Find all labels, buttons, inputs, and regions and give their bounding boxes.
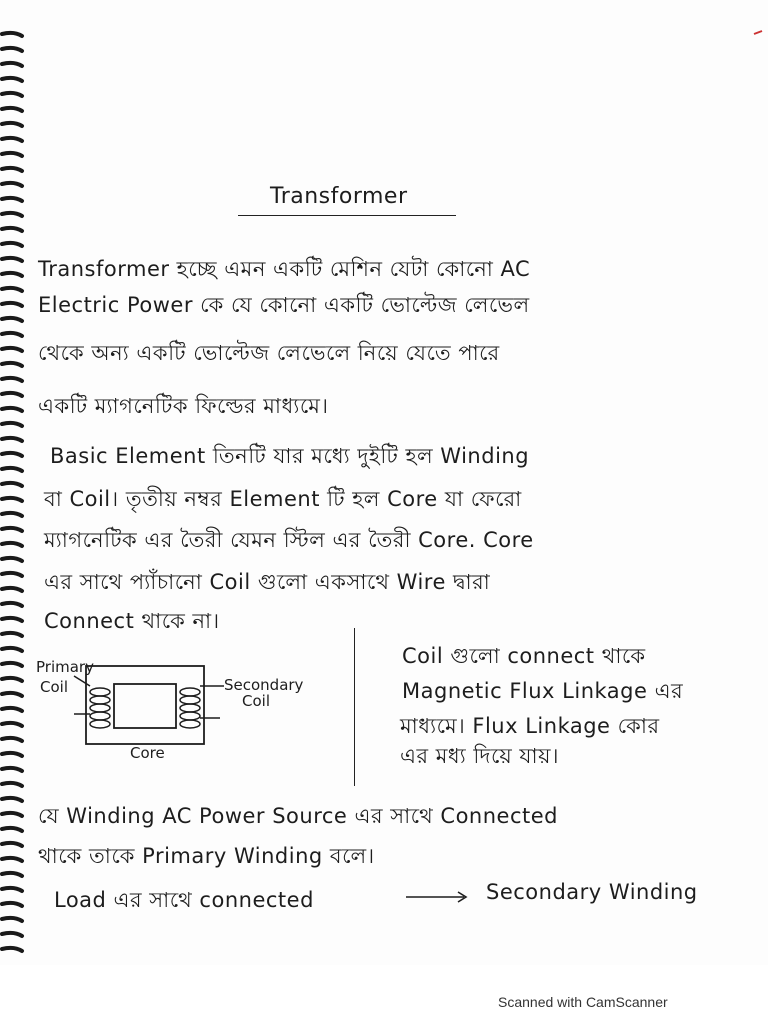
spiral-loop: [2, 108, 22, 111]
spiral-loop: [2, 588, 22, 591]
spiral-loop: [2, 948, 22, 951]
spiral-loop: [2, 573, 22, 576]
page-title: Transformer: [270, 184, 408, 209]
spiral-loop: [2, 633, 22, 636]
side-note-line-2: Magnetic Flux Linkage এর: [402, 679, 684, 703]
spiral-loop: [2, 798, 22, 801]
spiral-loop: [2, 288, 22, 291]
paragraph-1-line-1: Transformer হচ্ছে এমন একটি মেশিন যেটা কোনো AC: [38, 257, 531, 281]
spiral-loop: [2, 303, 22, 306]
spiral-loop: [2, 78, 22, 81]
spiral-loop: [2, 843, 22, 846]
spiral-loop: [2, 393, 22, 396]
spiral-loop: [2, 933, 22, 936]
spiral-loop: [2, 693, 22, 696]
spiral-loop: [2, 438, 22, 441]
paragraph-2-line-2: বা Coil। তৃতীয় নম্বর Element টি হল Core যা ফেরো: [44, 487, 522, 511]
last-line-right: Secondary Winding: [486, 880, 698, 904]
arrow-right-icon: [404, 890, 470, 904]
spiral-loop: [2, 858, 22, 861]
corner-mark: [752, 28, 764, 40]
spiral-loop: [2, 813, 22, 816]
spiral-loop: [2, 603, 22, 606]
core-inner-rect: [114, 684, 176, 728]
spiral-loop: [2, 498, 22, 501]
spiral-loop: [2, 198, 22, 201]
spiral-loop: [2, 408, 22, 411]
spiral-loop: [2, 753, 22, 756]
paragraph-2-line-1: Basic Element তিনটি যার মধ্যে দুইটি হল Winding: [50, 444, 530, 468]
primary-coil-drawing: [90, 688, 110, 728]
spiral-loop: [2, 903, 22, 906]
spiral-loop: [2, 138, 22, 141]
spiral-loop: [2, 918, 22, 921]
side-note-line-3: মাধ্যমে। Flux Linkage কোর: [400, 714, 660, 738]
spiral-loop: [2, 153, 22, 156]
vertical-divider: [354, 628, 355, 786]
spiral-loop: [2, 468, 22, 471]
spiral-loop: [2, 168, 22, 171]
spiral-loop: [2, 828, 22, 831]
spiral-loop: [2, 723, 22, 726]
paragraph-1-line-4: একটি ম্যাগনেটিক ফিল্ডের মাধ্যমে।: [38, 394, 329, 418]
side-note-line-1: Coil গুলো connect থাকে: [402, 644, 646, 668]
spiral-loop: [2, 318, 22, 321]
spiral-binding: [0, 30, 26, 960]
secondary-label-1: Secondary: [224, 676, 304, 694]
spiral-loop: [2, 123, 22, 126]
spiral-loop: [2, 33, 22, 36]
spiral-loop: [2, 543, 22, 546]
spiral-loop: [2, 48, 22, 51]
spiral-loop: [2, 648, 22, 651]
spiral-loop: [2, 378, 22, 381]
secondary-label-2: Coil: [242, 692, 270, 710]
spiral-loop: [2, 888, 22, 891]
spiral-loop: [2, 63, 22, 66]
paragraph-3-line-2: থাকে তাকে Primary Winding বলে।: [38, 844, 375, 868]
spiral-loop: [2, 738, 22, 741]
spiral-loop: [2, 873, 22, 876]
spiral-loop: [2, 333, 22, 336]
primary-label-2: Coil: [40, 678, 68, 696]
paragraph-2-line-4: এর সাথে প্যাঁচানো Coil গুলো একসাথে Wire দ্বারা: [44, 570, 491, 594]
spiral-loop: [2, 363, 22, 366]
spiral-loop: [2, 618, 22, 621]
spiral-loop: [2, 213, 22, 216]
secondary-coil-drawing: [180, 688, 200, 728]
spiral-loop: [2, 663, 22, 666]
spiral-loop: [2, 453, 22, 456]
spiral-loop: [2, 273, 22, 276]
spiral-loop: [2, 708, 22, 711]
spiral-loop: [2, 423, 22, 426]
spiral-loop: [2, 513, 22, 516]
spiral-loop: [2, 243, 22, 246]
title-underline: [238, 215, 456, 216]
spiral-loop: [2, 258, 22, 261]
transformer-diagram: [34, 656, 334, 766]
spiral-loop: [2, 93, 22, 96]
spiral-loop: [2, 483, 22, 486]
spiral-loop: [2, 228, 22, 231]
primary-label-1: Primary: [36, 658, 94, 676]
scanner-watermark: Scanned with CamScanner: [498, 994, 668, 1010]
paragraph-3-line-1: যে Winding AC Power Source এর সাথে Connected: [38, 804, 558, 828]
core-label: Core: [130, 744, 165, 762]
paragraph-1-line-2: Electric Power কে যে কোনো একটি ভোল্টেজ লেভেল: [38, 293, 530, 317]
paragraph-2-line-3: ম্যাগনেটিক এর তৈরী যেমন স্টিল এর তৈরী Core. Core: [44, 528, 534, 552]
spiral-loop: [2, 528, 22, 531]
spiral-loop: [2, 183, 22, 186]
spiral-loop: [2, 783, 22, 786]
spiral-loop: [2, 348, 22, 351]
spiral-loop: [2, 678, 22, 681]
side-note-line-4: এর মধ্য দিয়ে যায়।: [400, 744, 559, 768]
last-line-left: Load এর সাথে connected: [54, 888, 314, 912]
spiral-loop: [2, 768, 22, 771]
paragraph-1-line-3: থেকে অন্য একটি ভোল্টেজ লেভেলে নিয়ে যেতে পারে: [38, 341, 500, 365]
spiral-loop: [2, 558, 22, 561]
paragraph-2-line-5: Connect থাকে না।: [44, 609, 220, 633]
